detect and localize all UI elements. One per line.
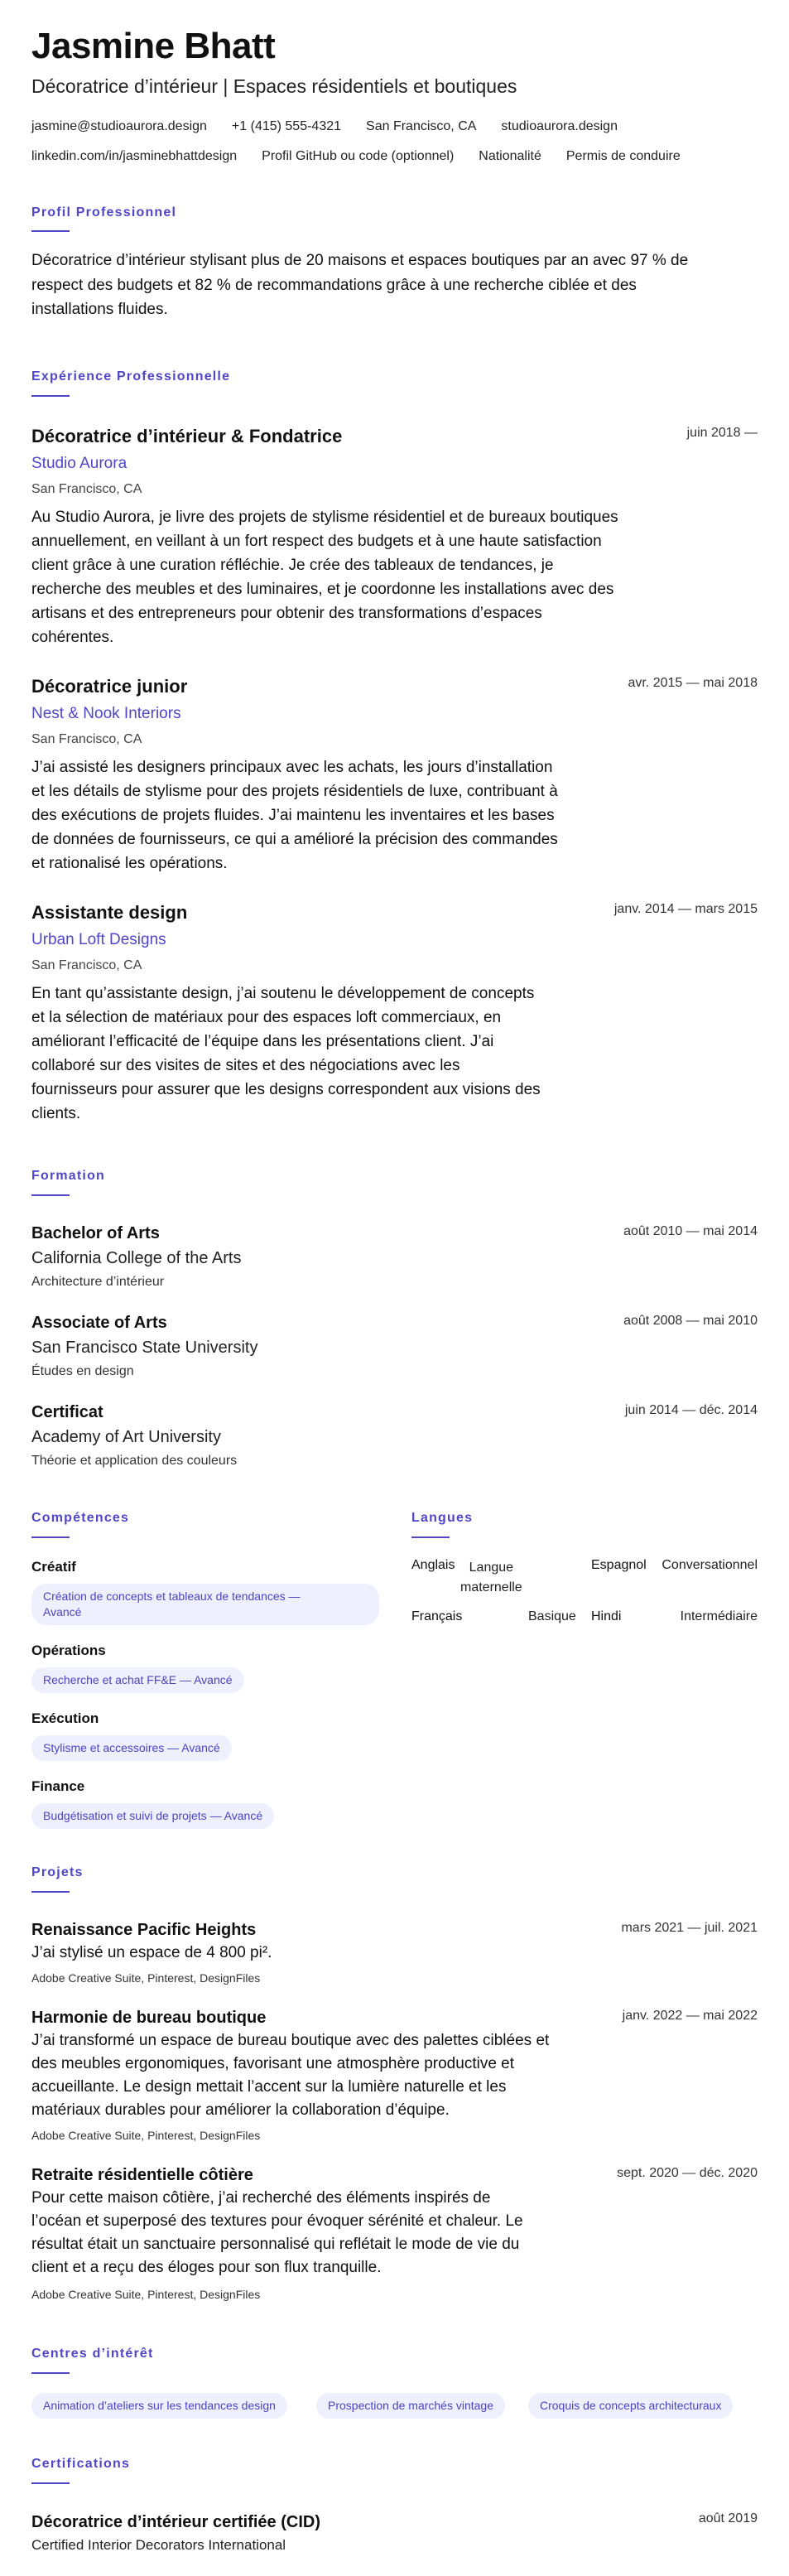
language-name: Anglais (411, 1558, 455, 1572)
job-description-line: et les détails de stylisme pour des projets résidentiels de luxe, contribuant à (31, 783, 558, 800)
section-heading-projects: Projets (31, 1865, 84, 1879)
language-level-line: Langue (469, 1561, 514, 1575)
job-location: San Francisco, CA (31, 482, 142, 496)
section-underline (31, 395, 70, 397)
section-underline (411, 1536, 450, 1538)
language-level: Conversationnel (662, 1558, 758, 1572)
job-title: Décoratrice d’intérieur & Fondatrice (31, 426, 343, 446)
job-description-line: de données de fournisseurs, ce qui a amélioré la précision des commandes (31, 831, 558, 848)
project-date: mars 2021 — juil. 2021 (621, 1921, 758, 1935)
project-description (31, 2029, 611, 2122)
contact-linkedin[interactable]: linkedin.com/in/jasminebhattdesign (31, 149, 238, 163)
education-school: San Francisco State University (31, 1339, 258, 1357)
education-date: août 2010 — mai 2014 (623, 1224, 758, 1238)
project-description-line: J’ai stylisé un espace de 4 800 pi². (31, 1944, 272, 1961)
job-description-line: fournisseurs pour assurer que les designs correspondent aux visions des (31, 1081, 541, 1098)
job-description-line: artisans et des entrepreneurs pour obtenir des transformations d’espaces (31, 605, 542, 622)
project-tools: Adobe Creative Suite, Pinterest, DesignFiles (31, 1971, 261, 1985)
project-description-line: J’ai transformé un espace de bureau boutique avec des palettes ciblées et (31, 2032, 550, 2049)
profile-line: Décoratrice d’intérieur stylisant plus de 20 maisons et espaces boutiques par an avec 97 % de (31, 252, 689, 269)
project-description-line: résultat était un sanctuaire personnalisé qui reflétait le mode de vie du (31, 2236, 520, 2253)
section-underline (31, 2372, 70, 2374)
job-description (31, 982, 644, 1126)
certification-date: août 2019 (698, 2511, 758, 2525)
language-name: Français (411, 1609, 463, 1623)
project-description-line: client et a reçu des éloges pour son flux tranquille. (31, 2259, 382, 2276)
job-company: Nest & Nook Interiors (31, 705, 181, 722)
job-title: Décoratrice junior (31, 676, 188, 697)
language-level: Intermédiaire (680, 1609, 758, 1623)
job-date: avr. 2015 — mai 2018 (628, 676, 758, 690)
section-underline (31, 2482, 70, 2484)
project-date: sept. 2020 — déc. 2020 (617, 2166, 758, 2180)
job-description-line: améliorant l’efficacité de l’équipe dans les présentations client. J’ai (31, 1033, 494, 1050)
certification-issuer: Certified Interior Decorators International (31, 2537, 286, 2553)
job-company: Studio Aurora (31, 455, 127, 472)
skill-pill (31, 1584, 379, 1625)
job-description-line: collaboré sur des visites de sites et des négociations avec les (31, 1057, 460, 1074)
contact-website[interactable]: studioaurora.design (501, 119, 618, 133)
education-field: Théorie et application des couleurs (31, 1454, 238, 1468)
job-description-line: clients. (31, 1105, 81, 1122)
language-name: Hindi (591, 1609, 622, 1623)
section-heading-languages: Langues (411, 1511, 474, 1525)
job-description-line: et rationalisé les opérations. (31, 855, 228, 872)
project-title: Harmonie de bureau boutique (31, 2009, 267, 2027)
contact-nationality: Nationalité (479, 149, 541, 163)
contact-row-1 (31, 119, 618, 134)
education-degree: Certificat (31, 1403, 103, 1421)
skill-category: Exécution (31, 1710, 99, 1726)
skill-pill-line: Avancé (43, 1605, 82, 1618)
language-level-line: maternelle (460, 1580, 522, 1594)
section-heading-education: Formation (31, 1169, 106, 1183)
section-underline (31, 1536, 70, 1538)
contact-phone[interactable]: +1 (415) 555-4321 (231, 119, 342, 133)
contact-location: San Francisco, CA (366, 119, 477, 133)
job-description (31, 505, 644, 649)
skill-pill: Budgétisation et suivi de projets — Avancé (31, 1803, 274, 1829)
section-heading-profile: Profil Professionnel (31, 205, 177, 219)
certification-title: Décoratrice d’intérieur certifiée (CID) (31, 2513, 320, 2531)
education-field: Études en design (31, 1364, 134, 1378)
education-date: juin 2014 — déc. 2014 (624, 1403, 758, 1417)
skill-category: Finance (31, 1778, 85, 1794)
job-date: janv. 2014 — mars 2015 (613, 902, 758, 916)
job-title: Assistante design (31, 902, 188, 923)
interest-pill: Croquis de concepts architecturaux (528, 2393, 733, 2419)
job-company: Urban Loft Designs (31, 931, 166, 948)
section-heading-interests: Centres d’intérêt (31, 2347, 154, 2361)
contact-license: Permis de conduire (565, 149, 681, 163)
section-underline (31, 230, 70, 232)
project-description (31, 2187, 611, 2279)
job-description-line: Au Studio Aurora, je livre des projets de stylisme résidentiel et de bureaux boutiques (31, 509, 618, 526)
skill-pill: Stylisme et accessoires — Avancé (31, 1735, 232, 1761)
contact-email[interactable]: jasmine@studioaurora.design (31, 119, 207, 133)
language-level (460, 1558, 522, 1598)
contact-row-2 (31, 149, 681, 164)
education-field: Architecture d’intérieur (31, 1275, 165, 1289)
education-school: Academy of Art University (31, 1428, 221, 1446)
project-description-line: accueillante. Le design mettait l’accent sur la lumière naturelle et les (31, 2078, 507, 2096)
contact-github[interactable]: Profil GitHub ou code (optionnel) (262, 149, 455, 163)
job-location: San Francisco, CA (31, 958, 142, 972)
project-description-line: Pour cette maison côtière, j’ai recherché des éléments inspirés de (31, 2189, 491, 2207)
skill-pill-line: Création de concepts et tableaux de tendances — (43, 1589, 301, 1603)
section-heading-certifications: Certifications (31, 2457, 131, 2471)
job-location: San Francisco, CA (31, 732, 142, 746)
candidate-name: Jasmine Bhatt (31, 26, 276, 66)
job-date: juin 2018 — (686, 426, 758, 440)
job-description-line: des exécutions de projets fluides. J’ai maintenu les inventaires et les bases (31, 807, 555, 824)
job-description-line: et la sélection de matériaux pour des espaces loft commerciaux, en (31, 1009, 502, 1026)
education-degree: Bachelor of Arts (31, 1224, 160, 1242)
section-heading-skills: Compétences (31, 1511, 130, 1525)
section-heading-experience: Expérience Professionnelle (31, 369, 231, 384)
language-name: Espagnol (591, 1558, 647, 1572)
project-description-line: des meubles ergonomiques, favorisant une atmosphère productive et (31, 2055, 515, 2072)
section-underline (31, 1194, 70, 1196)
job-description-line: annuellement, en veillant à un fort respect des budgets et à une haute satisfaction (31, 533, 602, 550)
project-description-line: l’océan et superposé des textures pour évoquer sérénité et chaleur. Le (31, 2212, 523, 2230)
skill-category: Opérations (31, 1643, 106, 1658)
job-description-line: J’ai assisté les designers principaux avec les achats, les jours d’installation (31, 759, 553, 776)
project-tools: Adobe Creative Suite, Pinterest, DesignFiles (31, 2129, 261, 2142)
education-degree: Associate of Arts (31, 1314, 167, 1332)
profile-line: installations fluides. (31, 301, 168, 318)
project-tools: Adobe Creative Suite, Pinterest, DesignFiles (31, 2288, 261, 2301)
project-date: janv. 2022 — mai 2022 (622, 2009, 758, 2023)
education-school: California College of the Arts (31, 1249, 242, 1267)
job-description-line: En tant qu’assistante design, j’ai soutenu le développement de concepts (31, 985, 535, 1002)
profile-line: respect des budgets et 82 % de recommandations grâce à une recherche ciblée et des (31, 277, 637, 294)
headline: Décoratrice d’intérieur | Espaces résidentiels et boutiques (31, 75, 517, 97)
project-title: Retraite résidentielle côtière (31, 2166, 253, 2184)
project-title: Renaissance Pacific Heights (31, 1921, 257, 1939)
interest-pill: Animation d’ateliers sur les tendances design (31, 2393, 287, 2419)
project-description-line: matériaux durables pour améliorer la collaboration d’équipe. (31, 2101, 450, 2119)
project-description (31, 1942, 611, 1965)
education-date: août 2008 — mai 2010 (623, 1314, 758, 1328)
skill-category: Créatif (31, 1559, 76, 1575)
section-underline (31, 1891, 70, 1893)
interest-pill: Prospection de marchés vintage (316, 2393, 505, 2419)
job-description (31, 755, 644, 876)
skill-pill: Recherche et achat FF&E — Avancé (31, 1667, 244, 1693)
job-description-line: cohérentes. (31, 629, 114, 646)
language-level: Basique (528, 1609, 576, 1623)
job-description-line: recherche des meubles et des luminaires, et je coordonne les installations avec des (31, 581, 614, 598)
job-description-line: client grâce à une curation réfléchie. Je crée des tableaux de tendances, je (31, 557, 554, 574)
